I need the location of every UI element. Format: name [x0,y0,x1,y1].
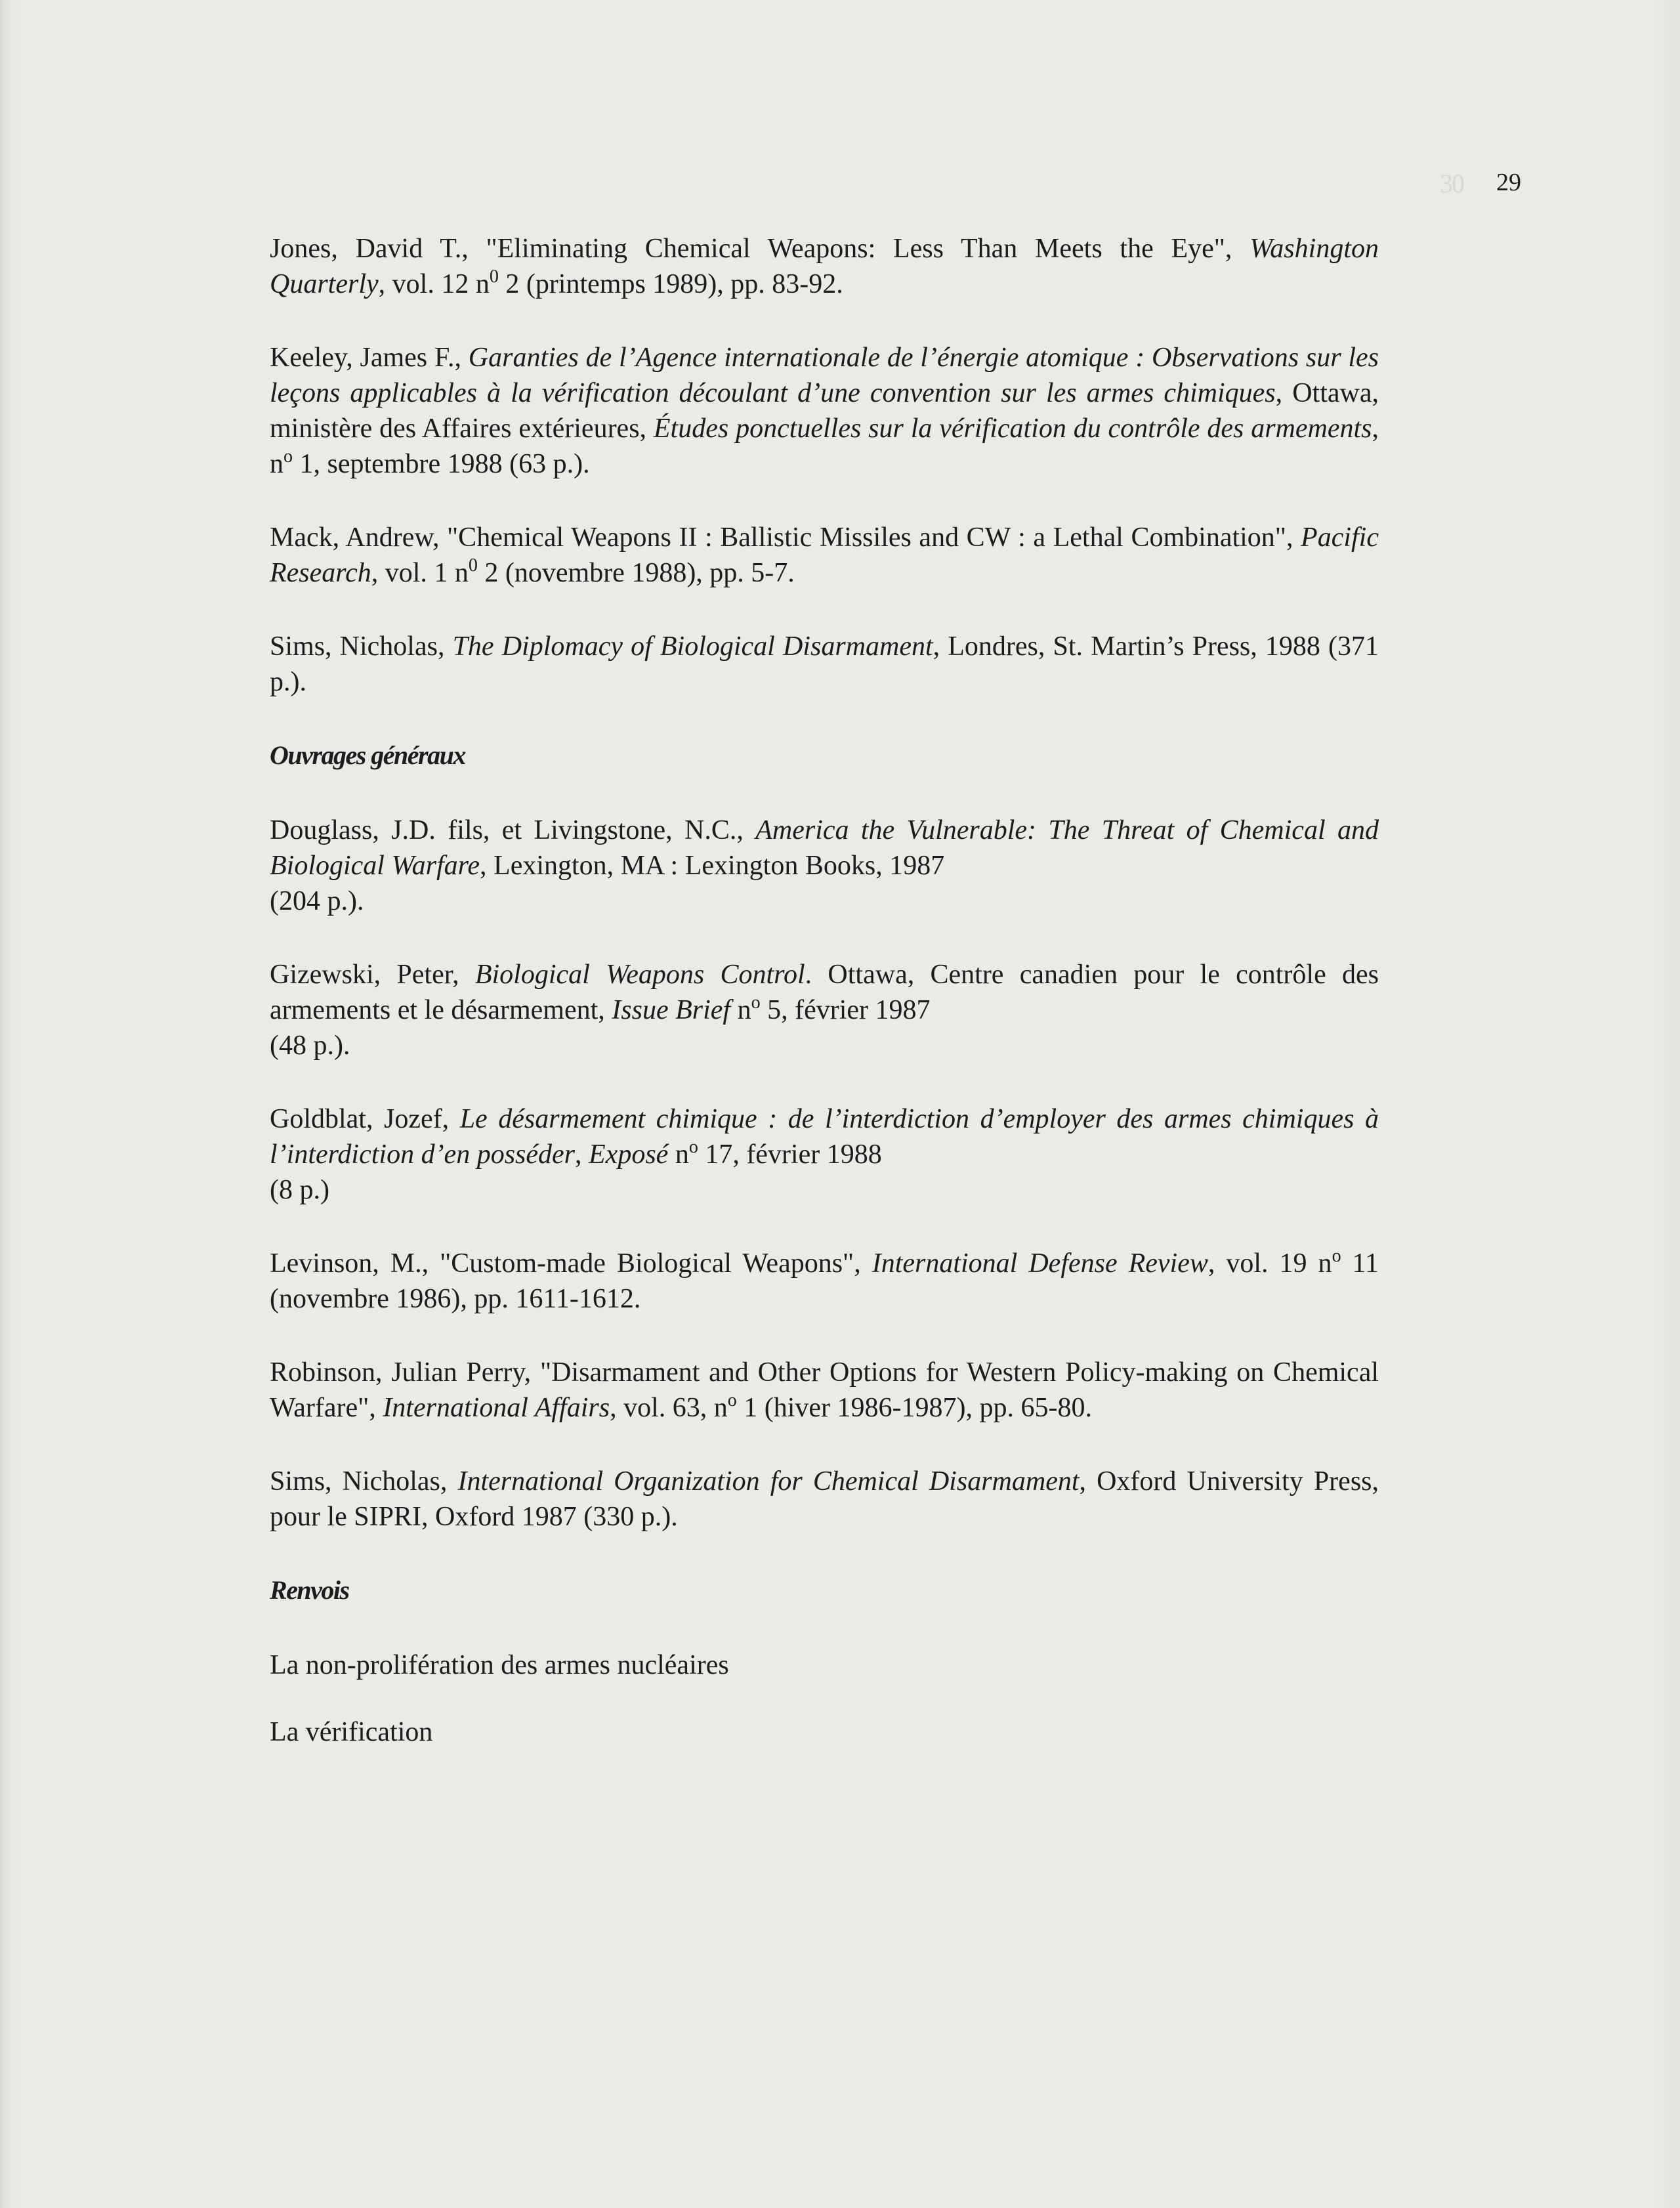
italic-title: International Affairs [383,1393,610,1423]
bibliography-entry-robinson [270,1355,1379,1426]
entry-text: Sims, Nicholas, [270,1466,458,1497]
entry-text: , vol. 1 n [371,558,469,588]
bibliography-general-list [270,813,1379,1535]
cross-reference-item: La non-prolifération des armes nucléaires [270,1650,729,1680]
number-sign-superscript: o [284,446,293,467]
entry-text: Robinson, Julian Perry, "Disarmament and Other Options for Western Policy-making on Chemical Warfare", [270,1357,1379,1423]
entry-text: 1, septembre 1988 (63 p.). [293,449,590,479]
entry-text: , vol. 12 n [378,269,490,299]
entry-text: Mack, Andrew, "Chemical Weapons II : Ballistic Missiles and CW : a Lethal Combination", [270,522,1301,553]
entry-text: n [730,995,751,1025]
italic-title: Études ponctuelles sur la vérification du contrôle des armements [653,414,1372,444]
bibliography-entry-gizewski [270,957,1379,1063]
entry-text: Gizewski, Peter, [270,960,475,990]
entry-text: , vol. 63, n [610,1393,728,1423]
entry-text: 17, février 1988 [698,1139,882,1170]
number-sign-superscript: 0 [468,555,478,576]
entry-text: , vol. 19 n [1208,1248,1332,1279]
bibliography-entry-douglass [270,813,1379,919]
italic-title: Biological Weapons Control [474,960,805,990]
bibliography-entry-goldblat [270,1101,1379,1208]
italic-title: Issue Brief [612,995,731,1025]
entry-text: Sims, Nicholas, [270,631,453,662]
italic-title: Exposé [589,1139,669,1170]
italic-title: Washington Quarterly [270,234,1379,299]
bibliography-entry-sims-organization [270,1464,1379,1535]
number-sign-superscript: o [751,992,761,1013]
italic-title: Le désarmement chimique : de l’interdiction d’employer des armes chimiques à l’interdiction d’en posséder [270,1104,1379,1170]
entry-text: 5, février 1987 [760,995,931,1025]
bibliography-entry-levinson [270,1246,1379,1317]
entry-text: Goldblat, Jozef, [270,1104,460,1134]
entry-text: n [668,1139,689,1170]
entry-text: , Ottawa, ministère des Affaires extérieures, [270,378,1379,444]
entry-text: (204 p.). [270,886,364,916]
italic-title: Garanties de l’Agence internationale de l’énergie atomique : Observations sur les leçons applicables à la vérification découlant d’une convention sur les armes chimiques [270,343,1379,408]
entry-text: 1 (hiver 1986-1987), pp. 65-80. [736,1393,1092,1423]
bibliography-entry-jones [270,231,1379,302]
bibliography [270,231,1379,1781]
entry-text: Keeley, James F., [270,343,469,373]
entry-text: 2 (printemps 1989), pp. 83-92. [498,269,843,299]
italic-title: International Organization for Chemical Disarmament [457,1466,1080,1497]
italic-title: America the Vulnerable: The Threat of Chemical and Biological Warfare [270,815,1379,881]
bibliography-specific-list [270,231,1379,700]
entry-text: (8 p.) [270,1175,329,1205]
entry-text: 2 (novembre 1988), pp. 5-7. [477,558,795,588]
entry-text: (48 p.). [270,1030,350,1061]
entry-text: . Ottawa, Centre canadien pour le contrôle des armements et le désarmement, [270,960,1379,1025]
bibliography-entry-mack [270,520,1379,591]
bibliography-entry-sims-diplomacy [270,629,1379,700]
entry-text: , Oxford University Press, pour le SIPRI, Oxford 1987 (330 p.). [270,1466,1379,1532]
italic-title: International Defense Review [872,1248,1208,1279]
number-sign-superscript: o [688,1137,698,1157]
entry-text: Levinson, M., "Custom-made Biological Weapons", [270,1248,872,1279]
bibliography-entry-keeley [270,340,1379,482]
entry-text: , n [270,414,1379,479]
page-number: 29 [1496,169,1521,196]
italic-title: The Diplomacy of Biological Disarmament [452,631,933,662]
section-heading-general-works: Ouvrages généraux [270,740,465,770]
italic-title: Pacific Research [270,522,1379,588]
cross-reference-item: La vérification [270,1717,433,1747]
number-sign-superscript: o [1332,1246,1341,1266]
number-sign-superscript: 0 [489,266,499,287]
entry-text: , [575,1139,589,1170]
entry-text: , Lexington, MA : Lexington Books, 1987 [480,851,945,881]
entry-text: , Londres, St. Martin’s Press, 1988 (371 p.). [270,631,1379,697]
entry-text: Douglass, J.D. fils, et Livingstone, N.C., [270,815,756,845]
entry-text: Jones, David T., "Eliminating Chemical Weapons: Less Than Meets the Eye", [270,234,1250,264]
cross-reference-list [270,1647,1379,1750]
number-sign-superscript: o [727,1390,737,1411]
entry-text: 11 (novembre 1986), pp. 1611-1612. [270,1248,1379,1314]
section-heading-cross-references: Renvois [270,1575,349,1605]
bleed-through-page-number: 30 [1440,169,1463,198]
